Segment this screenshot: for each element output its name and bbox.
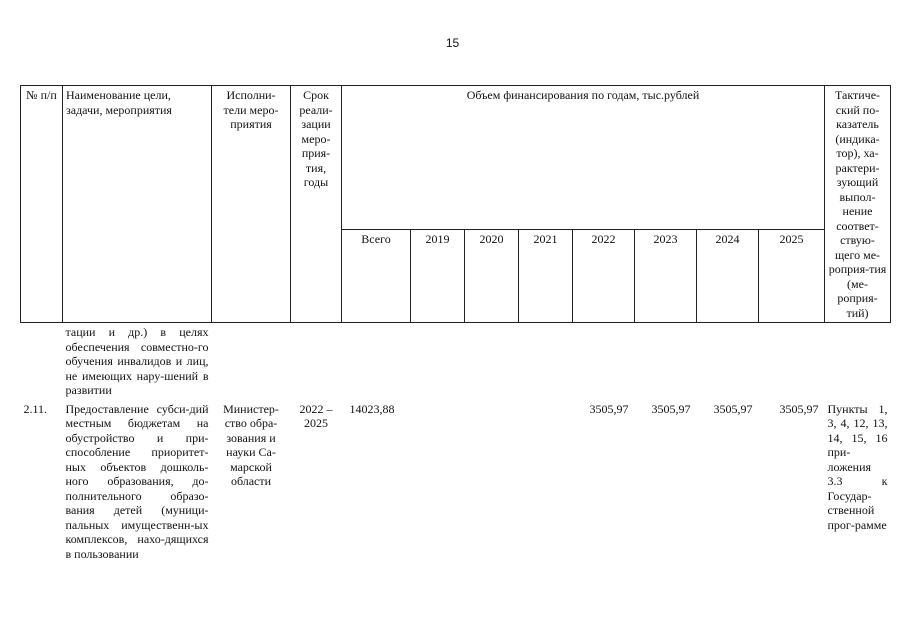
header-year-2025: 2025 (759, 229, 825, 322)
page-number: 15 (445, 36, 460, 50)
header-no: № п/п (21, 86, 63, 323)
row-y2019 (411, 400, 465, 564)
row-total: 14023,88 (349, 401, 395, 416)
row-term: 2022 – 2025 (299, 401, 333, 430)
header-executor: Исполни-тели меро-приятия (212, 86, 291, 323)
header-row (21, 86, 891, 230)
header-indicator: Тактиче-ский по-казатель (индика-тор), ха-рактери-зующий выпол-нение соответ-ствую-щего ме-роприя-тия (ме-роприя-тий) (825, 86, 891, 323)
financing-table (20, 85, 891, 563)
header-funding: Объем финансирования по годам, тыс.рублей (342, 86, 825, 230)
row-y2025: 3505,97 (779, 401, 819, 416)
row-executor: Министер-ство обра-зования и науки Са-марской области (223, 401, 279, 488)
row-y2020 (465, 400, 519, 564)
header-name: Наименование цели, задачи, мероприятия (63, 86, 212, 323)
row-y2021 (519, 400, 573, 564)
header-year-2021: 2021 (519, 229, 573, 322)
row-name: Предоставление субси-дий местным бюджетам на обустройство и при-способление приоритет-ных объектов дошколь-ного образования, до-полнительного образо-вания детей (муници-пальных имущественн-ых комплексов, нахо-дящихся в пользовании (65, 401, 209, 561)
row-indicator: Пункты 1, 3, 4, 12, 13, 14, 15, 16 при-ложения 3.3 к Государ-ственной прог-рамме (827, 401, 888, 532)
row-y2022: 3505,97 (589, 401, 629, 416)
header-total: Всего (342, 229, 411, 322)
row-no: 2.11. (23, 401, 48, 416)
row-y2024: 3505,97 (713, 401, 753, 416)
header-term: Срок реали-зации меро-прия-тия, годы (291, 86, 342, 323)
header-year-2022: 2022 (573, 229, 635, 322)
table-row-2-11 (21, 400, 891, 564)
header-year-2019: 2019 (411, 229, 465, 322)
continuation-row (21, 323, 891, 400)
continuation-name: тации и др.) в целях обеспечения совместно-го обучения инвалидов и лиц, не имеющих нару-шений в развитии (65, 325, 209, 397)
row-y2023: 3505,97 (651, 401, 691, 416)
header-year-2020: 2020 (465, 229, 519, 322)
header-year-2023: 2023 (635, 229, 697, 322)
header-year-2024: 2024 (697, 229, 759, 322)
document-page (20, 85, 890, 563)
